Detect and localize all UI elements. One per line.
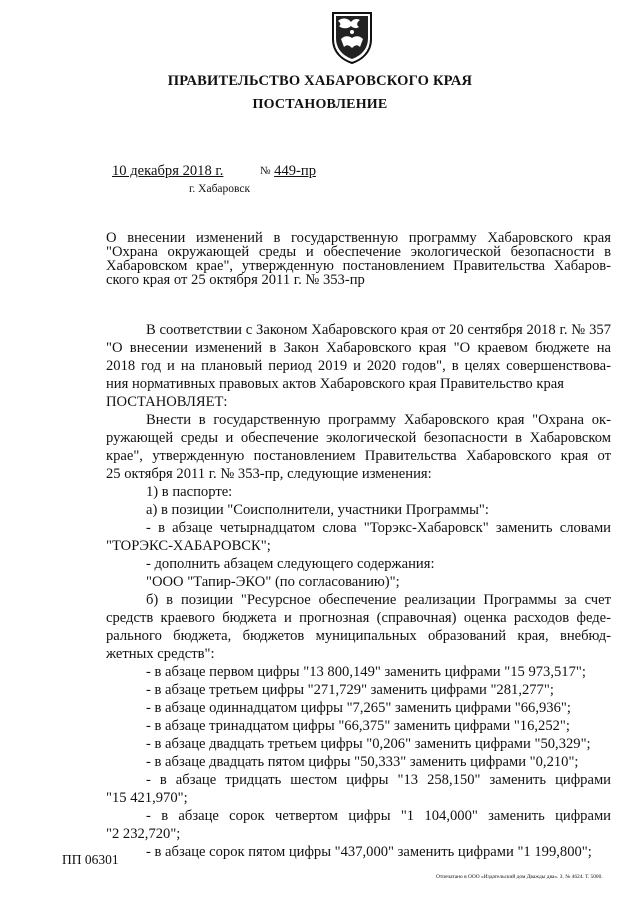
body-line: - в абзаце тридцать шестом цифры "13 258,150" заменить цифрами: [146, 772, 611, 788]
body-line: 1) в паспорте:: [146, 484, 233, 500]
number-sign: №: [260, 165, 271, 177]
body-line: "ООО "Тапир-ЭКО" (по согласованию)";: [146, 574, 400, 590]
body-line: - в абзаце двадцать третьем цифры "0,206" заменить цифрами "50,329";: [146, 736, 591, 752]
body-line: ния нормативных правовых актов Хабаровского края Правительство края: [106, 376, 564, 392]
body-line-resolves: ПОСТАНОВЛЯЕТ:: [106, 394, 228, 410]
body-line: - в абзаце четырнадцатом слова "Торэкс-Хабаровск" заменить словами: [146, 520, 611, 536]
document-date: 10 декабря 2018 г.: [112, 163, 224, 179]
subject-line: ского края от 25 октября 2011 г. № 353-пр: [106, 272, 365, 288]
body-line: - в абзаце сорок четвертом цифры "1 104,000" заменить цифрами: [146, 808, 611, 824]
body-line: б) в позиции "Ресурсное обеспечение реализации Программы за счет: [146, 592, 611, 608]
printer-note: Отпечатано в ООО «Издательский дом Дважды два». З. № 4624. Т. 5000.: [436, 874, 603, 880]
government-title: ПРАВИТЕЛЬСТВО ХАБАРОВСКОГО КРАЯ: [167, 73, 473, 89]
body-line: жетных средств":: [106, 646, 215, 662]
body-line: В соответствии с Законом Хабаровского края от 20 сентября 2018 г. № 357: [146, 322, 611, 338]
body-line: "2 232,720";: [106, 826, 181, 842]
body-line: Внести в государственную программу Хабаровского края "Охрана ок-: [146, 412, 611, 428]
body-line: 2018 год и на плановый период 2019 и 2020 годов", в целях совершенствова-: [106, 358, 611, 374]
body-line: - в абзаце третьем цифры "271,729" заменить цифрами "281,277";: [146, 682, 554, 698]
subject-line: "Охрана окружающей среды и обеспечение экологической безопасности в: [106, 244, 611, 260]
document-code: ПП 06301: [62, 852, 119, 867]
body-line: - в абзаце сорок пятом цифры "437,000" заменить цифрами "1 199,800";: [146, 844, 592, 860]
subject-line: О внесении изменений в государственную программу Хабаровского края: [106, 230, 611, 246]
body-line: "15 421,970";: [106, 790, 188, 806]
body-line: крае", утвержденную постановлением Правительства Хабаровского края от: [106, 448, 611, 464]
body-line: - в абзаце тринадцатом цифры "66,375" заменить цифрами "16,252";: [146, 718, 570, 734]
body-line: - в абзаце двадцать пятом цифры "50,333" заменить цифрами "0,210";: [146, 754, 579, 770]
document-type-title: ПОСТАНОВЛЕНИЕ: [252, 97, 388, 112]
document-number: 449-пр: [274, 163, 316, 179]
body-line: средств краевого бюджета и прогнозная (справочная) оценка расходов феде-: [106, 610, 611, 626]
body-line: "ТОРЭКС-ХАБАРОВСК";: [106, 538, 271, 554]
body-line: - в абзаце первом цифры "13 800,149" заменить цифрами "15 973,517";: [146, 664, 586, 680]
body-line: "О внесении изменений в Закон Хабаровского края "О краевом бюджете на: [106, 340, 611, 356]
coat-of-arms-icon: [329, 9, 375, 65]
body-line: 25 октября 2011 г. № 353-пр, следующие изменения:: [106, 466, 432, 482]
body-line: рального бюджета, бюджетов муниципальных образований края, внебюд-: [106, 628, 611, 644]
subject-line: Хабаровском крае", утвержденную постановлением Правительства Хабаров-: [106, 258, 611, 274]
body-line: ружающей среды и обеспечение экологической безопасности в Хабаровском: [106, 430, 611, 446]
body-line: - дополнить абзацем следующего содержания:: [146, 556, 435, 572]
document-city: г. Хабаровск: [189, 183, 251, 195]
body-line: - в абзаце одиннадцатом цифры "7,265" заменить цифрами "66,936";: [146, 700, 571, 716]
body-line: а) в позиции "Соисполнители, участники Программы":: [146, 502, 489, 518]
